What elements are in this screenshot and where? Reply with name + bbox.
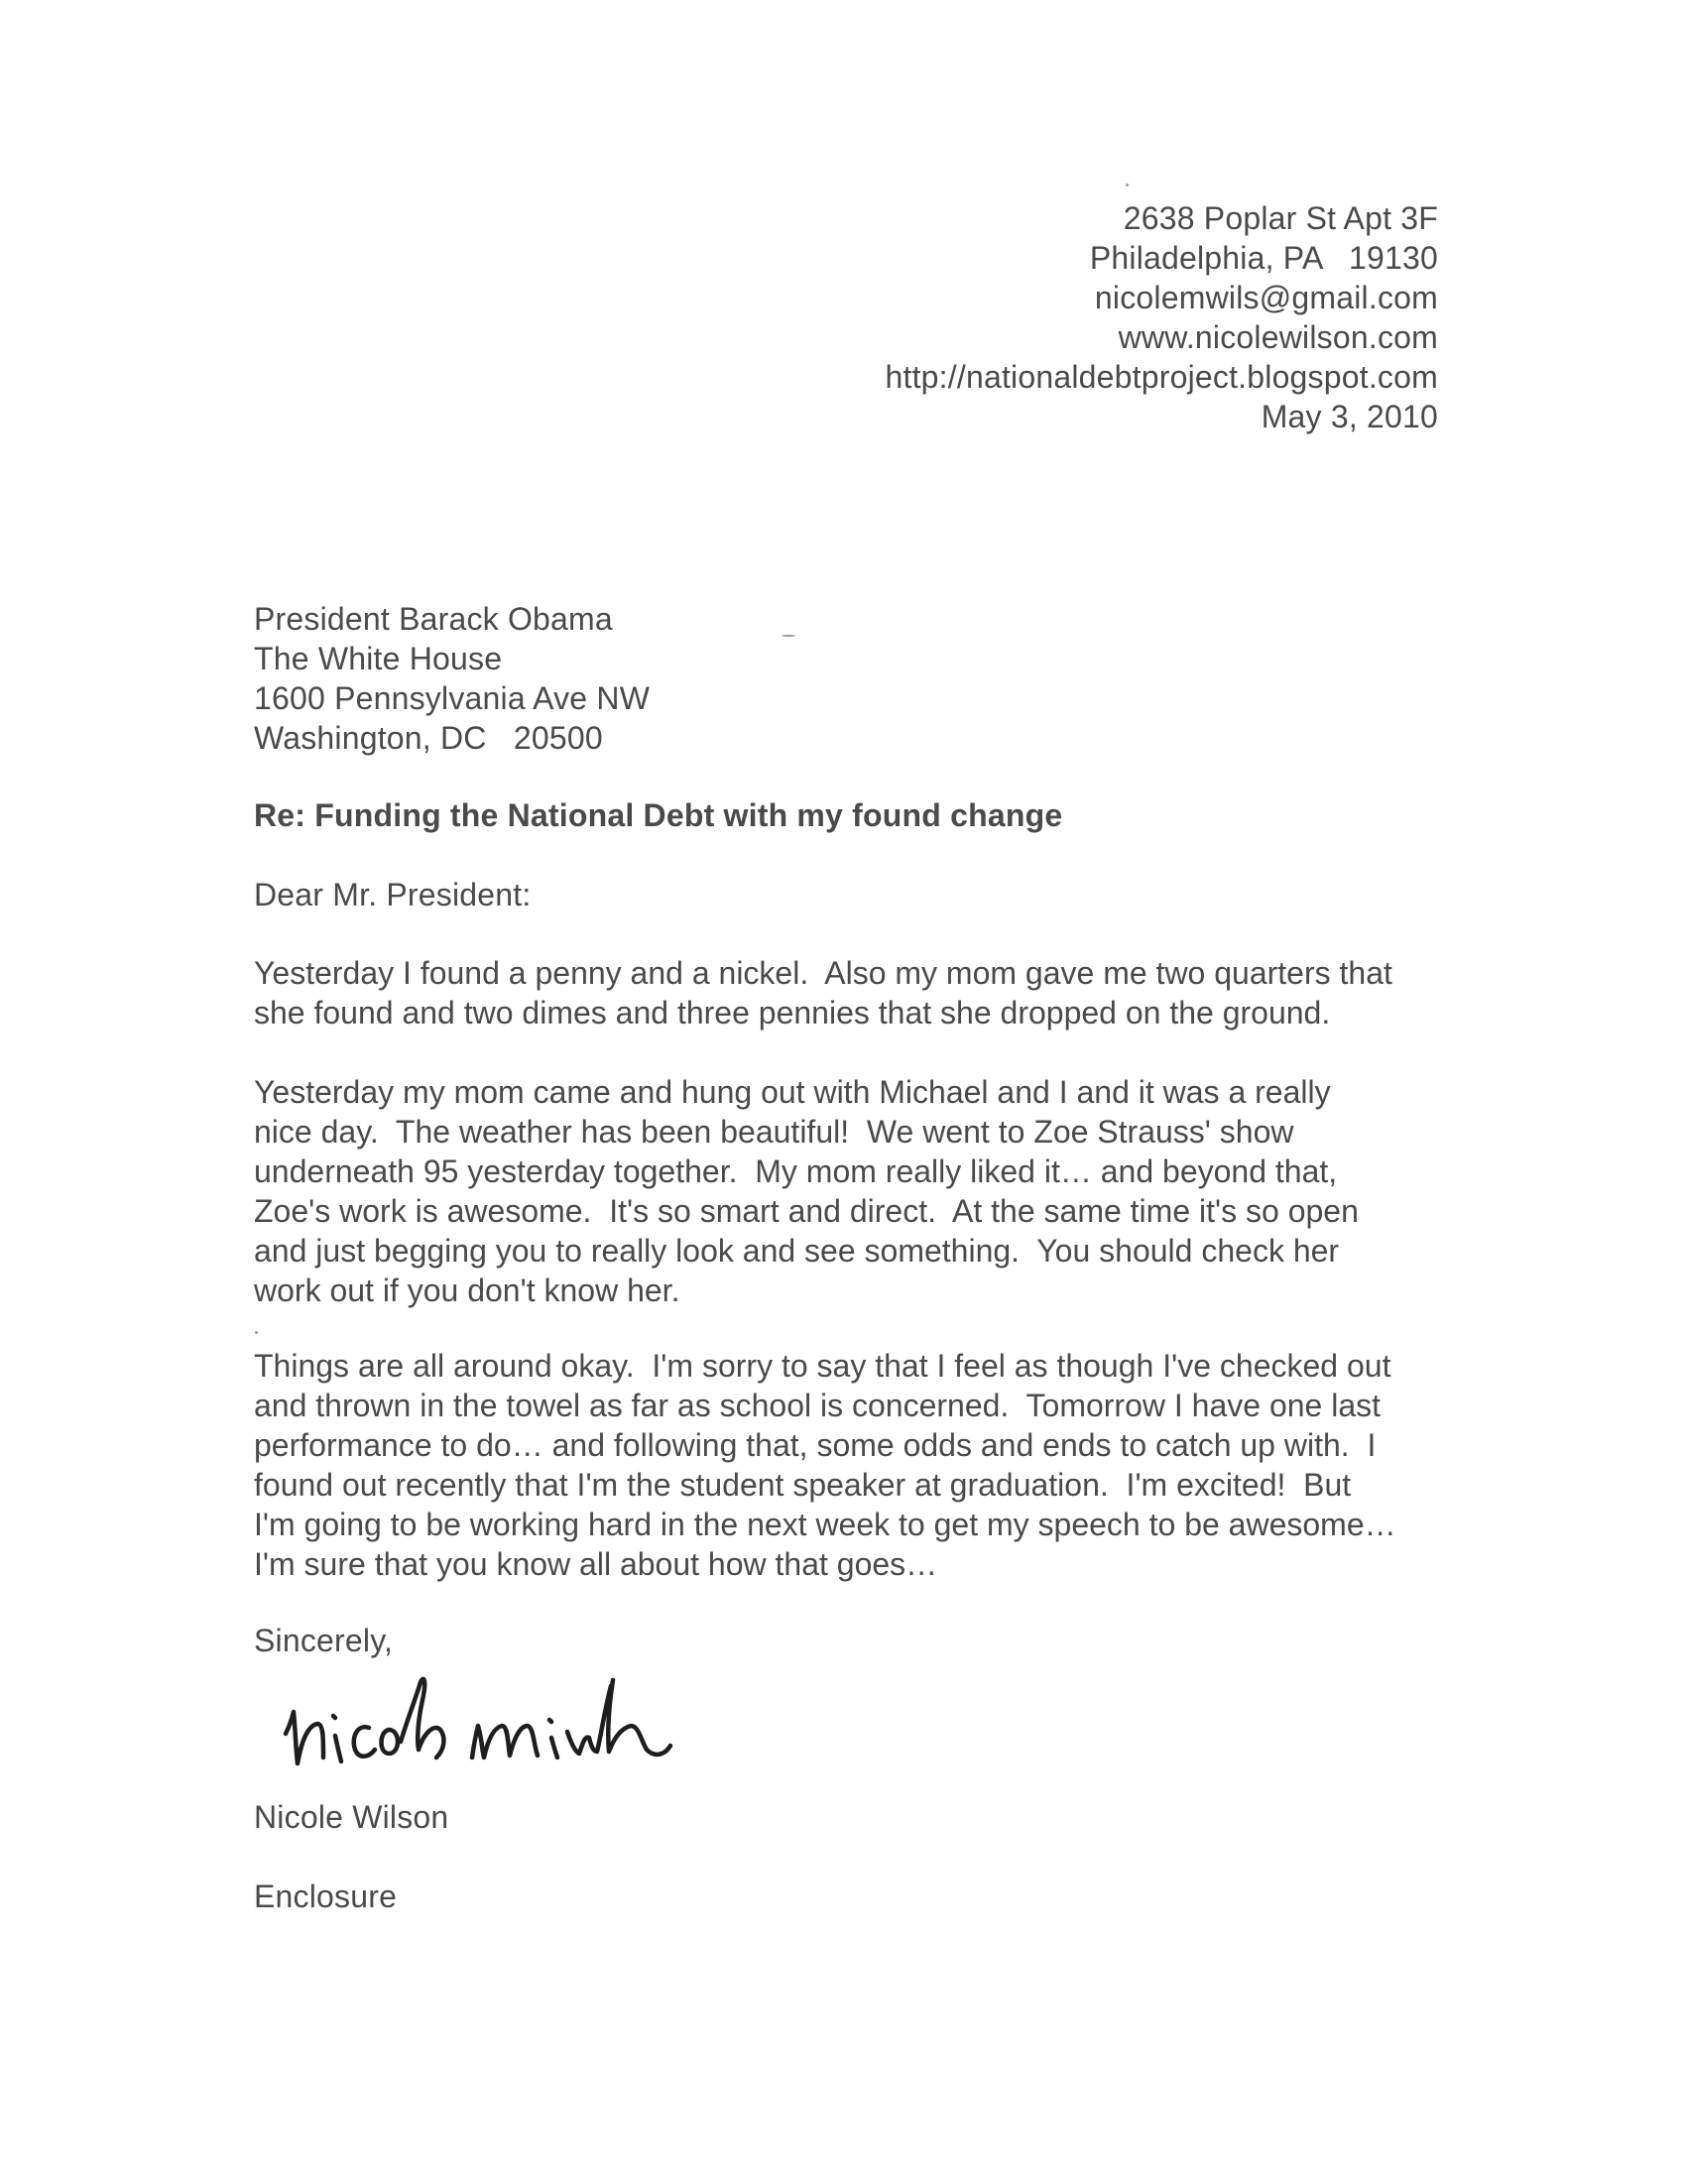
paragraph-line: nice day. The weather has been beautiful! We went to Zoe Strauss' show xyxy=(254,1114,1294,1150)
scan-speck xyxy=(1126,183,1129,186)
scan-speck xyxy=(255,1331,258,1334)
subject-line: Re: Funding the National Debt with my found change xyxy=(254,797,1063,833)
salutation: Dear Mr. President: xyxy=(254,877,532,912)
paragraph-line: Things are all around okay. I'm sorry to say that I feel as though I've checked out xyxy=(254,1348,1391,1384)
paragraph-line: I'm sure that you know all about how that goes… xyxy=(254,1546,938,1582)
recipient-name: President Barack Obama xyxy=(254,601,613,637)
sender-street: 2638 Poplar St Apt 3F xyxy=(1123,200,1438,236)
paragraph-line: I'm going to be working hard in the next week to get my speech to be awesome… xyxy=(254,1507,1396,1542)
body-paragraph xyxy=(254,1072,1359,1310)
closing: Sincerely, xyxy=(254,1623,394,1658)
paragraph-line: Yesterday I found a penny and a nickel. Also my mom gave me two quarters that xyxy=(254,955,1392,991)
sender-email: nicolemwils@gmail.com xyxy=(1094,280,1438,315)
recipient-street: 1600 Pennsylvania Ave NW xyxy=(254,680,651,716)
paragraph-line: and just begging you to really look and see something. You should check her xyxy=(254,1233,1340,1269)
recipient-org: The White House xyxy=(254,641,503,676)
paragraph-line: performance to do… and following that, some odds and ends to catch up with. I xyxy=(254,1427,1377,1463)
paragraph-line: underneath 95 yesterday together. My mom really liked it… and beyond that, xyxy=(254,1153,1338,1189)
body-paragraph xyxy=(254,953,1392,1032)
paragraph-line: she found and two dimes and three pennies that she dropped on the ground. xyxy=(254,995,1331,1031)
paragraph-line: Zoe's work is awesome. It's so smart and direct. At the same time it's so open xyxy=(254,1193,1359,1229)
signer-name: Nicole Wilson xyxy=(254,1799,449,1835)
paragraph-line: work out if you don't know her. xyxy=(254,1273,680,1308)
paragraph-line: Yesterday my mom came and hung out with Michael and I and it was a really xyxy=(254,1074,1331,1110)
paragraph-line: found out recently that I'm the student speaker at graduation. I'm excited! But xyxy=(254,1467,1352,1503)
sender-city: Philadelphia, PA 19130 xyxy=(1089,240,1438,276)
body-paragraph xyxy=(254,1346,1396,1584)
sender-website: www.nicolewilson.com xyxy=(1118,319,1438,355)
recipient-city: Washington, DC 20500 xyxy=(254,720,603,756)
paragraph-line: and thrown in the towel as far as school is concerned. Tomorrow I have one last xyxy=(254,1388,1382,1423)
letter-date: May 3, 2010 xyxy=(1261,399,1438,434)
handwritten-signature xyxy=(278,1646,704,1795)
scan-speck xyxy=(782,635,795,637)
enclosure-note: Enclosure xyxy=(254,1879,398,1914)
sender-blog: http://nationaldebtproject.blogspot.com xyxy=(885,359,1438,395)
